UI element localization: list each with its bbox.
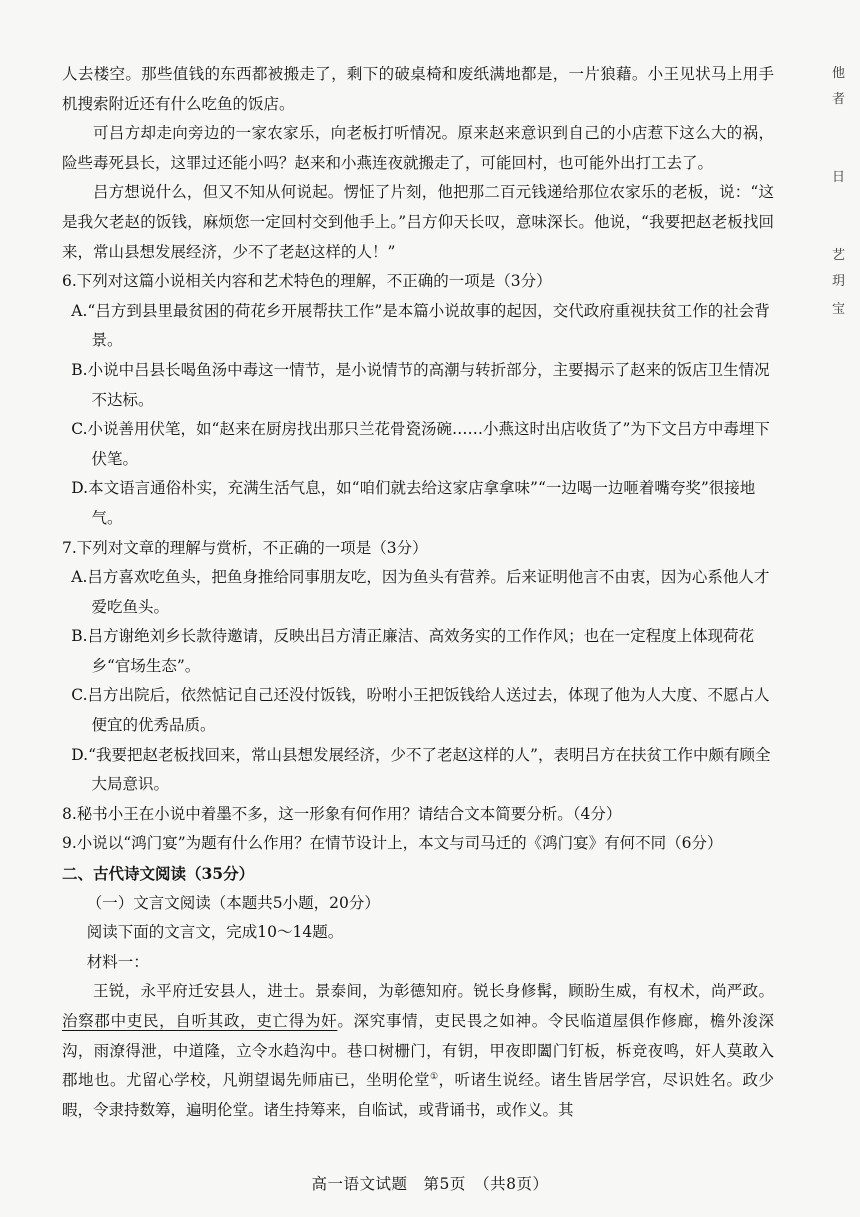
section-2-instruction: 阅读下面的文言文，完成10～14题。: [86, 923, 344, 942]
question-7-option-b: B.吕方谢绝刘乡长款待邀请，反映出吕方清正廉洁、高效务实的工作作风；也在一定程度上体现荷花乡“官场生态”。: [71, 627, 755, 675]
footnote-mark: ①: [429, 1072, 439, 1083]
exam-page: [62, 60, 774, 1125]
section-2-part-1: （一）文言文阅读（本题共5小题，20分）: [86, 893, 380, 912]
question-6-option-d: D.本文语言通俗朴实，充满生活气息，如“咱们就去给这家店拿拿味”“一边喝一边咂着嘴夸奖”很接地气。: [71, 479, 756, 527]
margin-char-4: 艺: [832, 248, 846, 263]
margin-char-1: 他: [832, 66, 846, 81]
question-6-option-a: A.“吕方到县里最贫困的荷花乡开展帮扶工作”是本篇小说故事的起因，交代政府重视扶贫工作的社会背景。: [71, 301, 770, 350]
story-paragraph-3: 吕方想说什么，但又不知从何说起。愣怔了片刻，他把那二百元钱递给那位农家乐的老板，说：“这是我欠老赵的饭钱，麻烦您一定回村交到他手上。”吕方仰天长叹，意味深长。他说，“我要把赵老板找回来，常山县想发展经济，少不了老赵这样的人！”: [62, 183, 774, 261]
classical-text-a: 王锐，永平府迁安县人，进士。景泰间，为彰德知府。锐长身修髯，顾盼生威，有权术，尚严政。: [93, 982, 774, 1001]
classical-text-c: ，听诸生说经。诸生皆居学宫，尽识姓名。政少暇，令隶持数筹，遍明伦堂。诸生持筹来，自临试，或背诵书，或作义。其: [62, 1071, 774, 1119]
story-paragraph-2: 可吕方却走向旁边的一家农家乐，向老板打听情况。原来赵来意识到自己的小店惹下这么大的祸，险些毒死县长，这罪过还能小吗？赵来和小燕连夜就搬走了，可能回村，也可能外出打工去了。: [62, 124, 774, 172]
question-8: 8.秘书小王在小说中着墨不多，这一形象有何作用？请结合文本简要分析。（4分）: [62, 804, 622, 823]
material-label: 材料一：: [86, 952, 149, 971]
story-paragraph-1: 人去楼空。那些值钱的东西都被搬走了，剩下的破桌椅和废纸满地都是，一片狼藉。小王见状马上用手机搜索附近还有什么吃鱼的饭店。: [62, 65, 774, 113]
question-6-option-b: B.小说中吕县长喝鱼汤中毒这一情节，是小说情节的高潮与转折部分，主要揭示了赵来的饭店卫生情况不达标。: [71, 360, 770, 409]
margin-char-3: 日: [832, 170, 846, 185]
section-2-title: 二、古代诗文阅读（35分）: [62, 864, 255, 884]
margin-char-6: 宝: [832, 302, 846, 317]
classical-text: [62, 977, 774, 1125]
page-footer: 高一语文试题 第5页 （共8页）: [311, 1175, 549, 1193]
classical-text-b: 。深究事情，吏民畏之如神。令民临道屋俱作修廊，檐外浚深沟，雨潦得泄，中道隆，立令水趋沟中。巷口树栅门，有钥，甲夜即闔门钉板，柝竞夜鸣，奸人莫敢入郡地也。尤留心学校，凡朔望谒先师庙已，坐明伦堂: [62, 1012, 774, 1090]
question-7-stem: 7.下列对文章的理解与赏析，不正确的一项是（3分）: [62, 538, 428, 557]
question-7-option-d: D.“我要把赵老板找回来，常山县想发展经济，少不了老赵这样的人”，表明吕方在扶贫工作中颇有顾全大局意识。: [71, 745, 771, 794]
margin-char-5: 玥: [832, 274, 846, 289]
question-6-stem: 6.下列对这篇小说相关内容和艺术特色的理解，不正确的一项是（3分）: [62, 272, 552, 291]
margin-char-2: 者: [832, 92, 846, 107]
question-7-option-a: A.吕方喜欢吃鱼头，把鱼身推给同事朋友吃，因为鱼头有营养。后来证明他言不由衷，因为心系他人才爱吃鱼头。: [71, 568, 770, 616]
question-9: 9.小说以“鸿门宴”为题有什么作用？在情节设计上，本文与司马迁的《鸿门宴》有何不同（6分）: [62, 834, 723, 853]
question-6-option-c: C.小说善用伏笔，如“赵来在厨房找出那只兰花骨瓷汤碗……小燕这时出店收货了”为下文吕方中毒埋下伏笔。: [71, 420, 770, 468]
question-7-option-c: C.吕方出院后，依然惦记自己还没付饭钱，吩咐小王把饭钱给人送过去，体现了他为人大度、不愿占人便宜的优秀品质。: [71, 686, 770, 735]
classical-text-underlined: 治察郡中吏民，自听其政，吏亡得为奸: [62, 1012, 338, 1030]
